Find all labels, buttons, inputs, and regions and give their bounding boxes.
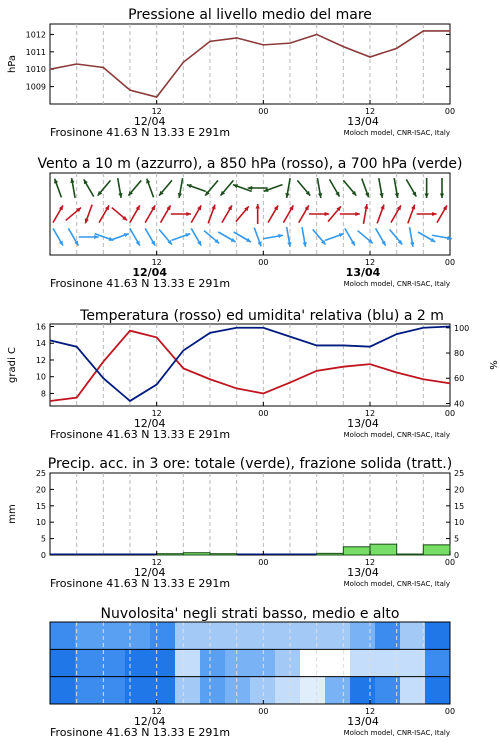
location-label: Frosinone 41.63 N 13.33 E 291m [50, 726, 231, 739]
wind-arrow [53, 205, 63, 222]
cloud-cell [50, 649, 76, 677]
wind-arrow [171, 233, 190, 240]
wind-arrow [53, 228, 63, 245]
wind-arrow [204, 231, 219, 244]
cloud-cell [225, 622, 251, 650]
precip-bar [157, 554, 184, 555]
cloud-cell [350, 649, 376, 677]
hour-tick-label: 12 [364, 258, 376, 267]
pressure-point [103, 67, 105, 69]
cloud-cell [200, 649, 226, 677]
model-credit: Moloch model, CNR-ISAC, Italy [343, 580, 450, 588]
pressure-point [369, 56, 371, 58]
y-tick-label-right: 40 [454, 399, 465, 409]
wind-arrow [343, 180, 356, 195]
wind-arrow [408, 205, 415, 224]
precip-bar [343, 547, 370, 555]
cloud-cell [300, 649, 326, 677]
cloud-cell [275, 677, 301, 705]
wind-arrow [325, 233, 344, 240]
hour-tick-label: 12 [364, 409, 376, 418]
cloud-cell [200, 677, 226, 705]
cloud-cell [75, 622, 101, 650]
cloud-cell [350, 677, 376, 705]
wind-arrow [309, 212, 329, 216]
hour-tick-label: 00 [258, 558, 269, 567]
pressure-point [49, 68, 51, 70]
hour-tick-label: 00 [444, 258, 456, 267]
wind-arrow [84, 179, 94, 196]
pressure-point [129, 89, 131, 91]
hour-tick-label: 00 [444, 707, 456, 716]
hour-tick-label: 12 [151, 558, 162, 567]
y-tick-label: 1009 [25, 82, 46, 92]
arrow-head [325, 212, 330, 216]
precip-bars [50, 544, 450, 555]
pressure-title: Pressione al livello medio del mare [128, 7, 372, 23]
cloud-time-axis [50, 700, 455, 739]
cloud-cell [275, 622, 301, 650]
wind-arrow [285, 178, 290, 198]
wind-arrow [161, 205, 171, 222]
cloud-cell [400, 677, 426, 705]
y-tick-label: 12 [35, 355, 46, 365]
date-label: 13/04 [347, 715, 379, 728]
pressure-time-axis [50, 100, 455, 139]
wind-arrow [221, 180, 234, 195]
cloud-cells [50, 622, 451, 705]
hour-tick-label: 00 [258, 258, 269, 267]
y-tick-label-right: 80 [454, 349, 465, 359]
wind-arrow [130, 205, 140, 222]
wind-arrow [329, 179, 339, 196]
wind-arrow [159, 229, 172, 244]
wind-arrow [379, 178, 384, 198]
arrow-head [211, 205, 215, 210]
y-tick-label-right: 5 [454, 534, 460, 544]
wind-arrow [358, 231, 373, 244]
arrow-head [124, 233, 129, 237]
wind-arrow [85, 205, 92, 224]
wind-arrow [302, 227, 307, 247]
wind-arrow [313, 229, 326, 244]
cloud-cell [50, 677, 76, 705]
wind-arrow [268, 205, 278, 222]
hour-tick-label: 12 [364, 107, 376, 116]
cloud-cell [75, 677, 101, 705]
date-label: 13/04 [345, 266, 381, 279]
wind-arrow [297, 180, 310, 195]
cloud-panel [50, 606, 455, 739]
cloud-cell [400, 649, 426, 677]
y-tick-label: 8 [40, 389, 46, 399]
wind-arrow [98, 180, 111, 195]
wind-arrow [191, 228, 201, 245]
cloud-cell [175, 622, 201, 650]
wind-arrows [53, 178, 452, 247]
humidity-ylabel: % [487, 360, 498, 370]
cloud-title: Nuvolosita' negli strati basso, medio e alto [100, 606, 400, 622]
precip-bar [370, 544, 397, 555]
y-tick-label: 10 [35, 372, 46, 382]
precip-bar [183, 553, 210, 555]
y-tick-label: 1011 [25, 47, 46, 57]
cloud-cell [75, 649, 101, 677]
wind-arrow [145, 228, 155, 245]
pressure-point [316, 34, 318, 36]
arrow-head [424, 193, 428, 198]
temperature-ylabel: gradi C [7, 347, 18, 383]
pressure-point [183, 61, 185, 63]
wind-arrow [79, 235, 99, 239]
wind-arrow [363, 204, 368, 224]
cloud-cell [250, 622, 276, 650]
pressure-point [76, 63, 78, 65]
cloud-cell [150, 649, 176, 677]
temperature-y-ticks [36, 323, 54, 399]
wind-arrow [440, 178, 444, 198]
hour-tick-label: 12 [151, 258, 162, 267]
wind-arrow [254, 228, 261, 247]
wind-panel [37, 156, 462, 290]
y-tick-label-right: 100 [454, 323, 470, 333]
cloud-cell [125, 622, 151, 650]
wind-arrow [283, 205, 293, 222]
y-tick-label: 20 [35, 485, 46, 495]
precip-time-axis [50, 551, 455, 590]
arrow-head [186, 212, 191, 216]
arrow-head [85, 218, 89, 223]
wind-arrow [432, 235, 452, 240]
pressure-point [209, 41, 211, 43]
cloud-cell [425, 677, 451, 705]
wind-arrow [218, 232, 235, 242]
wind-arrow [112, 208, 127, 221]
date-label: 12/04 [133, 417, 166, 430]
cloud-cell [150, 622, 176, 650]
wind-arrow [145, 205, 155, 222]
cloud-cell [250, 677, 276, 705]
wind-arrow [437, 205, 447, 222]
wind-arrow [248, 186, 268, 190]
pressure-point [343, 46, 345, 48]
location-label: Frosinone 41.63 N 13.33 E 291m [50, 277, 231, 290]
wind-arrow [418, 232, 435, 242]
cloud-cell [125, 677, 151, 705]
wind-arrow [205, 180, 218, 195]
hour-tick-label: 00 [258, 707, 269, 716]
wind-arrow [187, 184, 206, 191]
cloud-cell [150, 677, 176, 705]
precip-bar [423, 545, 450, 555]
wind-arrow [345, 228, 355, 245]
precip-panel [7, 456, 464, 590]
pressure-point [289, 42, 291, 44]
hour-tick-label: 12 [364, 707, 376, 716]
wind-arrow [391, 205, 401, 222]
precip-gridlines [77, 473, 424, 555]
model-credit: Moloch model, CNR-ISAC, Italy [343, 729, 450, 737]
pressure-point [396, 48, 398, 50]
precip-ylabel: mm [7, 504, 18, 524]
pressure-series [49, 30, 451, 98]
precip-plot-frame [50, 473, 450, 555]
temperature-time-axis [50, 402, 455, 441]
y-tick-label: 15 [35, 501, 46, 511]
cloud-cell [425, 649, 451, 677]
date-label: 12/04 [132, 266, 167, 279]
wind-time-axis [50, 251, 455, 290]
wind-arrow [222, 205, 232, 222]
cloud-cell [200, 622, 226, 650]
wind-arrow [299, 205, 309, 222]
model-credit: Moloch model, CNR-ISAC, Italy [343, 129, 450, 137]
pressure-point [156, 96, 158, 98]
precip-bar [397, 554, 424, 555]
arrow-head [355, 212, 360, 216]
humidity-line [50, 327, 450, 401]
cloud-cell [400, 622, 426, 650]
date-label: 13/04 [347, 417, 379, 430]
y-tick-label: 10 [35, 518, 46, 528]
wind-arrow [362, 179, 369, 198]
wind-arrow [99, 205, 109, 222]
wind-arrow [256, 204, 260, 224]
wind-arrow [263, 234, 283, 239]
wind-arrow [389, 229, 402, 244]
wind-arrow [178, 178, 183, 198]
arrow-head [411, 205, 415, 210]
arrow-head [258, 241, 262, 246]
humidity-y-ticks [446, 324, 469, 409]
wind-arrow [236, 206, 249, 221]
cloud-cell [325, 649, 351, 677]
pressure-plot-frame [50, 24, 450, 104]
wind-arrow [424, 178, 428, 198]
y-tick-label: 14 [35, 339, 46, 349]
y-tick-label-right: 25 [454, 469, 465, 478]
pressure-panel [7, 7, 455, 139]
arrow-head [187, 184, 192, 188]
wind-arrow [317, 178, 322, 198]
wind-arrow [70, 178, 75, 198]
temperature-series [50, 327, 450, 401]
pressure-point [423, 30, 425, 32]
pressure-ylabel: hPa [7, 54, 18, 74]
wind-arrow [110, 233, 129, 240]
date-label: 13/04 [347, 115, 379, 128]
cloud-cell [250, 649, 276, 677]
cloud-cell [125, 649, 151, 677]
temperature-title: Temperatura (rosso) ed umidita' relativa (blu) a 2 m [80, 308, 444, 324]
pressure-point [263, 44, 265, 46]
precip-y-ticks [36, 469, 54, 560]
cloud-cell [325, 677, 351, 705]
arrow-head [185, 233, 190, 237]
precip-bar [317, 553, 344, 555]
temperature-panel [7, 308, 498, 441]
cloud-cell [225, 649, 251, 677]
y-tick-label-right: 60 [454, 374, 465, 384]
y-tick-label: 1012 [25, 30, 46, 40]
cloud-cell [300, 677, 326, 705]
y-tick-label: 25 [35, 469, 46, 478]
arrow-head [365, 192, 369, 197]
temperature-line [50, 331, 450, 401]
y-tick-label-right: 0 [454, 551, 460, 560]
cloud-cell [425, 622, 451, 650]
cloud-cell [175, 677, 201, 705]
wind-arrow [171, 212, 191, 216]
date-label: 12/04 [133, 715, 166, 728]
hour-tick-label: 00 [444, 409, 456, 418]
date-label: 12/04 [133, 566, 166, 579]
hour-tick-label: 00 [444, 107, 456, 116]
y-tick-label: 0 [40, 551, 46, 560]
wind-arrow [328, 206, 341, 221]
wind-arrow [159, 180, 172, 195]
y-tick-label: 1010 [25, 65, 46, 75]
arrow-head [380, 205, 384, 210]
pressure-y-ticks [26, 30, 450, 91]
wind-arrow [66, 208, 81, 221]
y-tick-label-right: 20 [454, 485, 465, 495]
arrow-head [146, 179, 150, 184]
location-label: Frosinone 41.63 N 13.33 E 291m [50, 428, 231, 441]
cloud-cell [50, 622, 76, 650]
wind-arrow [410, 227, 415, 247]
y-tick-label: 5 [40, 534, 46, 544]
arrow-head [256, 204, 260, 209]
pressure-line [50, 31, 450, 97]
wind-plot-frame [50, 173, 450, 255]
wind-arrow [208, 205, 215, 224]
cloud-cell [325, 622, 351, 650]
cloud-cell [350, 622, 376, 650]
wind-arrow [417, 212, 437, 216]
date-label: 13/04 [347, 566, 379, 579]
y-tick-label: 16 [35, 322, 46, 332]
hour-tick-label: 12 [151, 707, 162, 716]
wind-title: Vento a 10 m (azzurro), a 850 hPa (rosso), a 700 hPa (verde) [37, 156, 463, 172]
cloud-cell [175, 649, 201, 677]
hour-tick-label: 12 [151, 107, 162, 116]
wind-arrow [287, 227, 292, 247]
pressure-point [449, 30, 451, 32]
location-label: Frosinone 41.63 N 13.33 E 291m [50, 577, 231, 590]
wind-arrow [118, 178, 123, 198]
model-credit: Moloch model, CNR-ISAC, Italy [343, 280, 450, 288]
arrow-head [440, 193, 444, 198]
cloud-cell [275, 649, 301, 677]
wind-arrow [377, 205, 384, 224]
wind-arrow [406, 179, 416, 196]
precip-bar [210, 554, 237, 555]
pressure-point [236, 37, 238, 39]
hour-tick-label: 00 [258, 107, 269, 116]
cloud-cell [225, 677, 251, 705]
hour-tick-label: 12 [151, 409, 162, 418]
hour-tick-label: 12 [364, 558, 376, 567]
arrow-head [432, 212, 437, 216]
wind-arrow [376, 228, 386, 245]
wind-arrow [130, 228, 140, 245]
hour-tick-label: 00 [258, 409, 269, 418]
hour-tick-label: 00 [444, 558, 456, 567]
y-tick-label-right: 15 [454, 501, 465, 511]
precip-title: Precip. acc. in 3 ore: totale (verde), frazione solida (tratt.) [47, 456, 453, 472]
wind-arrow [54, 179, 61, 198]
arrow-head [54, 179, 58, 184]
date-label: 12/04 [133, 115, 166, 128]
wind-arrow [191, 205, 201, 222]
model-credit: Moloch model, CNR-ISAC, Italy [343, 431, 450, 439]
cloud-cell [300, 622, 326, 650]
pressure-gridlines [77, 24, 424, 104]
location-label: Frosinone 41.63 N 13.33 E 291m [50, 126, 231, 139]
wind-arrow [146, 179, 153, 198]
y-tick-label-right: 10 [454, 518, 465, 528]
